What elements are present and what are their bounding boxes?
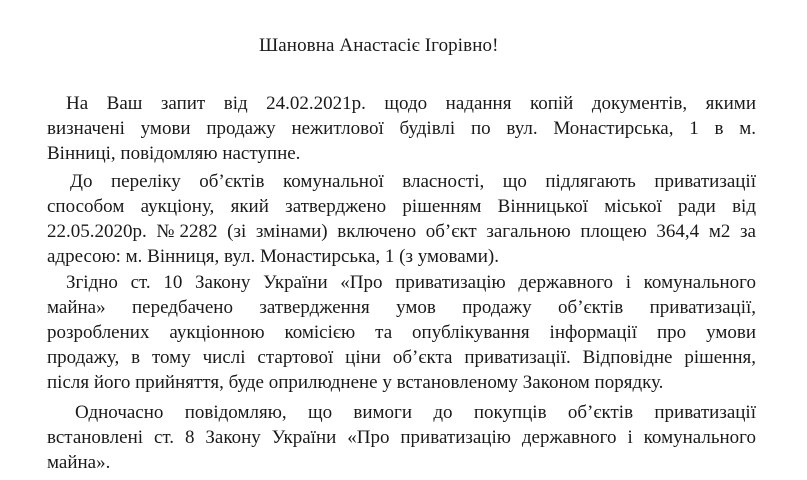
paragraph-1-line-1: На Ваш запит від 24.02.2021р. щодо надання копій документів, якими [66,93,756,114]
paragraph-3-line-2: майна» передбачено затвердження умов продажу об’єктів приватизації, [47,297,756,318]
paragraph-3-line-4: продажу, в тому числі стартової ціни об’єкта приватизації. Відповідне рішення, [47,347,756,368]
paragraph-1-line-3: Вінниці, повідомляю наступне. [47,143,301,164]
paragraph-4-line-1: Одночасно повідомляю, що вимоги до покупців об’єктів приватизації [75,402,756,423]
paragraph-3-line-5: після його прийняття, буде оприлюднене у встановленому Законом порядку. [47,372,664,393]
paragraph-3-line-3: розроблених аукціонною комісією та опублікування інформації про умови [47,322,756,343]
paragraph-4-line-2: встановлені ст. 8 Закону України «Про приватизацію державного і комунального [47,427,756,448]
paragraph-2-line-1: До переліку об’єктів комунальної власності, що підлягають приватизації [70,171,756,192]
letter-greeting: Шановна Анастасіє Ігорівно! [259,35,499,56]
paragraph-2-line-3: 22.05.2020р. №2282 (зі змінами) включено об’єкт загальною площею 364,4 м2 за [47,221,756,242]
paragraph-2-line-4: адресою: м. Вінниця, вул. Монастирська, 1 (з умовами). [47,246,499,267]
paragraph-4-line-3: майна». [47,452,111,473]
paragraph-2-line-2: способом аукціону, який затверджено рішенням Вінницької міської ради від [47,196,756,217]
paragraph-3-line-1: Згідно ст. 10 Закону України «Про приватизацію державного і комунального [66,272,756,293]
paragraph-1-line-2: визначені умови продажу нежитлової будівлі по вул. Монастирська, 1 в м. [47,118,756,139]
